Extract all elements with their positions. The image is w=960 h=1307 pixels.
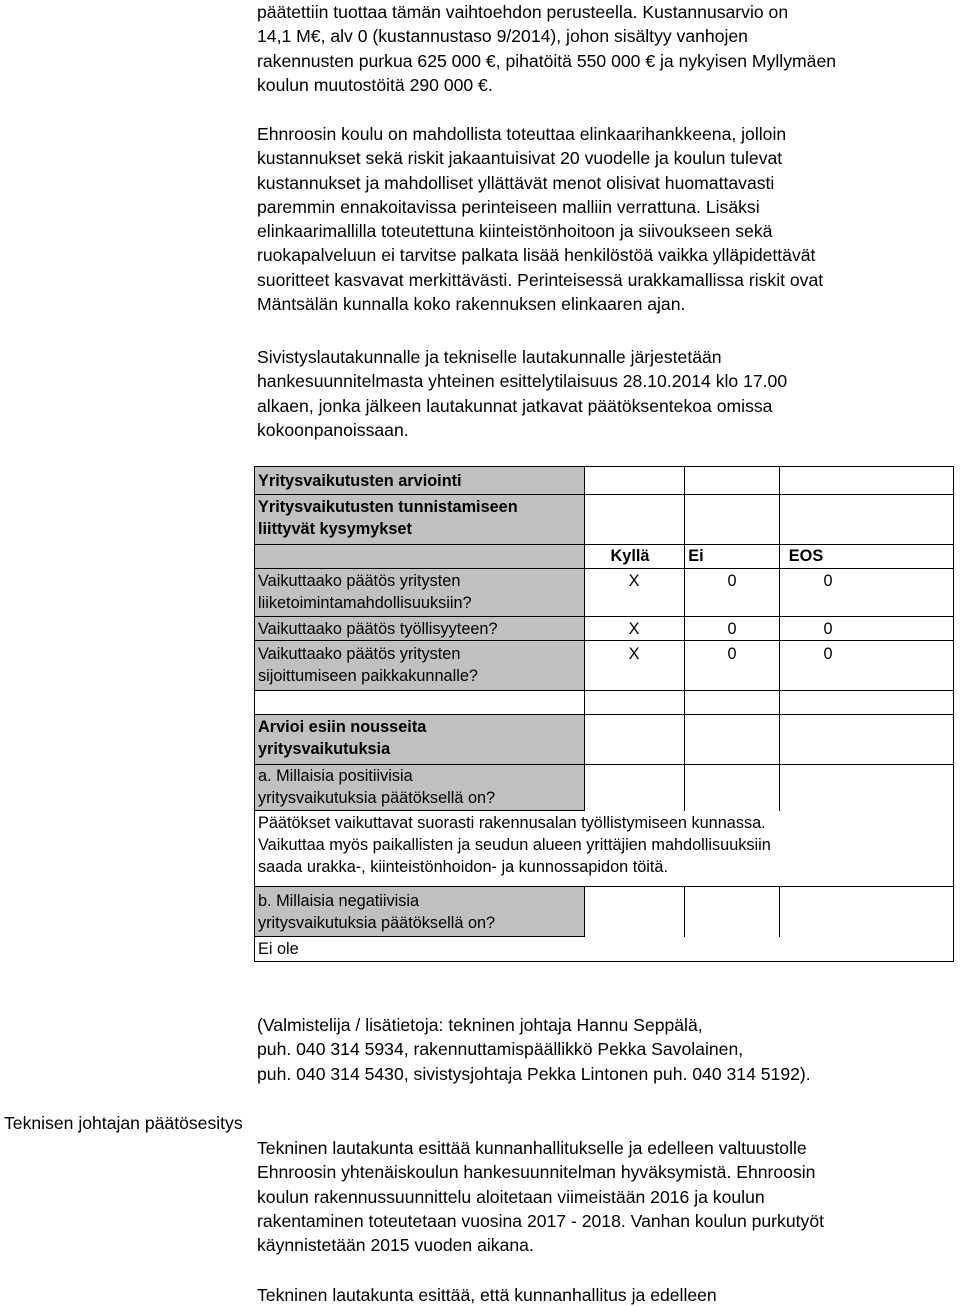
text-line: kokoonpanoissaan. [257, 419, 409, 440]
text-line: rakennusten purkua 625 000 €, pihatöitä 550 000 € ja nykyisen Myllymäen [257, 50, 837, 71]
answer-kylla: X [628, 572, 640, 590]
event-paragraph [257, 345, 957, 442]
text-line: Tekninen lautakunta esittää kunnanhallitukselle ja edelleen valtuustolle [257, 1138, 807, 1158]
text-line: ruokapalveluun ei tarvitse palkata lisää henkilöstöä vaikka ylläpidettävät [257, 245, 816, 266]
text-line: Vaikuttaako päätös yritysten [258, 572, 461, 590]
text-line: 14,1 M€, alv 0 (kustannustaso 9/2014), johon sisältyy vanhojen [257, 26, 748, 47]
text-line: koulun muutostöitä 290 000 €. [257, 74, 493, 95]
proposal-paragraph [257, 1136, 957, 1257]
text-line: puh. 040 314 5934, rakennuttamispäällikkö Pekka Savolainen, [257, 1039, 744, 1060]
text-line: paremmin ennakoitavissa perinteiseen malliin verrattuna. Lisäksi [257, 196, 760, 217]
text-line: yritysvaikutuksia [258, 740, 391, 758]
text-line: a. Millaisia positiivisia [258, 767, 413, 785]
text-line: Vaikuttaa myös paikallisten ja seudun alueen yrittäjien mahdollisuuksiin [258, 836, 771, 854]
answer-ei: 0 [727, 645, 737, 663]
answer-eos: 0 [823, 572, 833, 590]
answer-eos: 0 [823, 645, 833, 663]
positive-answer [258, 812, 771, 878]
text-line: Tekninen lautakunta esittää, että kunnanhallitus ja edelleen [257, 1285, 717, 1305]
text-line: (Valmistelija / lisätietoja: tekninen johtaja Hannu Seppälä, [257, 1015, 703, 1035]
text-line: sijoittumiseen paikkakunnalle? [258, 667, 478, 685]
text-line: yritysvaikutuksia päätöksellä on? [258, 914, 496, 932]
text-line: suoritteet kasvavat merkittävästi. Perinteisessä urakkamallissa riskit ovat [257, 269, 824, 290]
text-line: Ehnroosin yhtenäiskoulun hankesuunnitelman hyväksymistä. Ehnroosin [257, 1162, 816, 1183]
table-subtitle [258, 496, 518, 540]
table-row-question [258, 570, 472, 614]
text-line: liiketoimintamahdollisuuksiin? [258, 594, 472, 612]
text-line: hankesuunnitelmasta yhteinen esittelytilaisuus 28.10.2014 klo 17.00 [257, 371, 788, 392]
proposal-label: Teknisen johtajan päätösesitys [4, 1113, 243, 1133]
text-line: käynnistetään 2015 vuoden aikana. [257, 1235, 534, 1256]
text-line: rakentaminen toteutetaan vuosina 2017 - 2018. Vanhan koulun purkutyöt [257, 1210, 824, 1231]
positive-question [258, 765, 495, 809]
answer-kylla: X [628, 620, 640, 638]
text-line: Arvioi esiin nousseita [258, 718, 427, 736]
text-line: päätettiin tuottaa tämän vaihtoehdon perusteella. Kustannusarvio on [257, 2, 789, 22]
column-header-ei: Ei [688, 547, 704, 565]
negative-answer: Ei ole [258, 940, 299, 958]
text-line: liittyvät kysymykset [258, 520, 412, 538]
table-title: Yritysvaikutusten arviointi [258, 472, 462, 490]
final-line [257, 1283, 957, 1307]
text-line: kustannukset ja mahdolliset yllättävät menot olisivat huomattavasti [257, 172, 775, 193]
answer-kylla: X [628, 645, 640, 663]
text-line: Mäntsälän kunnalla koko rakennuksen elinkaaren ajan. [257, 294, 686, 315]
table-row-question [258, 643, 478, 687]
negative-question [258, 890, 495, 934]
text-line: Vaikuttaako päätös työllisyyteen? [258, 620, 498, 638]
text-line: b. Millaisia negatiivisia [258, 892, 420, 910]
text-line: alkaen, jonka jälkeen lautakunnat jatkavat päätöksentekoa omissa [257, 395, 773, 416]
answer-ei: 0 [727, 620, 737, 638]
lifecycle-paragraph [257, 122, 957, 316]
text-line: Ehnroosin koulu on mahdollista toteuttaa elinkaarihankkeena, jolloin [257, 124, 787, 144]
text-line: yritysvaikutuksia päätöksellä on? [258, 789, 496, 807]
business-impact-table [254, 466, 954, 962]
column-header-eos: EOS [788, 547, 824, 565]
assess-heading [258, 716, 426, 760]
answer-eos: 0 [823, 620, 833, 638]
intro-paragraph [257, 0, 957, 97]
text-line: kustannukset sekä riskit jakaantuisivat 20 vuodelle ja koulun tulevat [257, 148, 783, 169]
column-header-kylla: Kyllä [610, 547, 650, 565]
text-line: Sivistyslautakunnalle ja tekniselle lautakunnalle järjestetään [257, 347, 722, 367]
text-line: koulun rakennussuunnittelu aloitetaan viimeistään 2016 ja koulun [257, 1186, 765, 1207]
text-line: Päätökset vaikuttavat suorasti rakennusalan työllistymiseen kunnassa. [258, 814, 766, 832]
text-line: Yritysvaikutusten tunnistamiseen [258, 498, 518, 516]
preparer-info [257, 1013, 957, 1086]
table-row-question [258, 618, 498, 640]
answer-ei: 0 [727, 572, 737, 590]
text-line: saada urakka-, kiinteistönhoidon- ja kunnossapidon töitä. [258, 858, 669, 876]
text-line: elinkaarimallilla toteutettuna kiinteistönhoitoon ja siivoukseen sekä [257, 221, 773, 242]
text-line: puh. 040 314 5430, sivistysjohtaja Pekka Lintonen puh. 040 314 5192). [257, 1063, 811, 1084]
text-line: Vaikuttaako päätös yritysten [258, 645, 461, 663]
